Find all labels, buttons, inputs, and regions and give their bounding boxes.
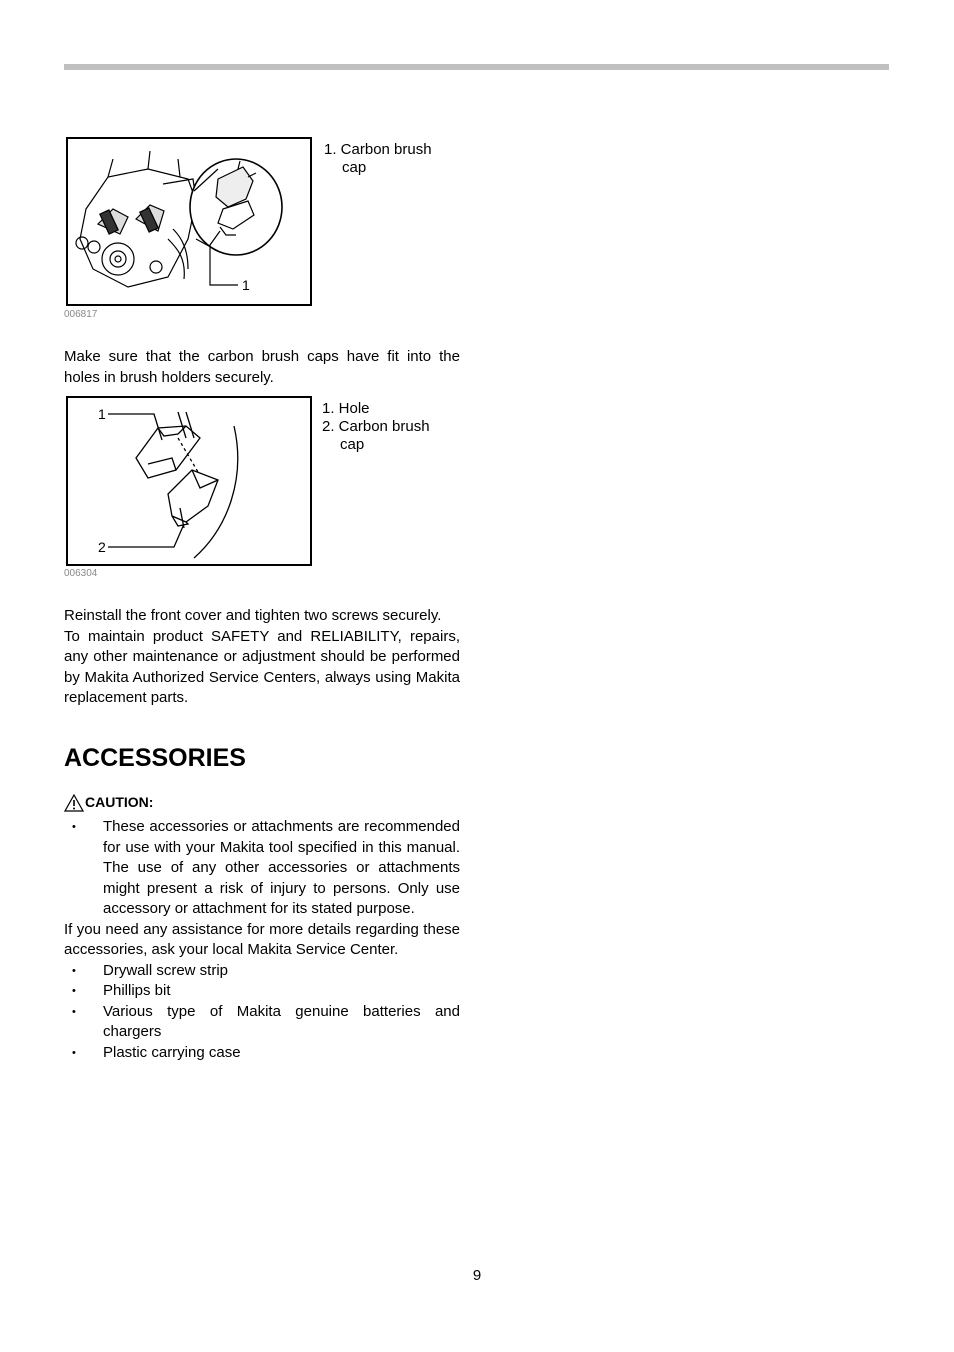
legend-item: 2. Carbon brush cap: [322, 418, 430, 453]
assistance-text: If you need any assistance for more details regarding these accessories, ask your local Makita Service Center.: [64, 920, 460, 958]
figure-code: 006304: [64, 568, 98, 579]
list-item: • Plastic carrying case: [64, 1043, 460, 1064]
list-item: • Drywall screw strip: [64, 961, 460, 982]
caution-label: CAUTION:: [64, 792, 153, 812]
list-item: • These accessories or attachments are recommended for use with your Makita tool specified in this manual. The use of any other accessories or attachments might present a risk of injury to persons. Only use accessory or attachment for its stated purpose.: [72, 818, 460, 917]
warning-triangle-icon: [64, 794, 84, 812]
figure-carbon-brush-cap: [66, 137, 312, 306]
caution-list: [64, 817, 460, 920]
motor-illustration: [68, 139, 310, 304]
bullet-icon: •: [72, 964, 76, 977]
figure-hole-and-cap: [66, 396, 312, 566]
bullet-icon: •: [72, 1046, 76, 1059]
figure-legend: [322, 400, 452, 454]
accessories-body: [64, 817, 460, 1063]
reinstall-text: Reinstall the front cover and tighten two screws securely.: [64, 607, 442, 624]
accessory-list: [64, 961, 460, 1064]
brush-holder-illustration: [68, 398, 310, 564]
bullet-icon: •: [72, 1005, 76, 1018]
bullet-icon: •: [72, 821, 76, 833]
page-number: 9: [472, 1267, 482, 1284]
figure-code: 006817: [64, 309, 98, 320]
header-rule: [64, 64, 889, 70]
figure-legend: [324, 141, 454, 177]
callout-1: 1: [98, 406, 106, 422]
intro-paragraph: Make sure that the carbon brush caps have fit into the holes in brush holders securely.: [64, 348, 460, 386]
callout-2: 2: [98, 539, 106, 555]
maintenance-text: To maintain product SAFETY and RELIABILITY, repairs, any other maintenance or adjustment should be performed by Makita Authorized Service Centers, always using Makita replacement parts.: [64, 627, 460, 706]
bullet-icon: •: [72, 985, 76, 997]
section-heading: ACCESSORIES: [64, 744, 246, 772]
callout-1: 1: [242, 277, 250, 293]
legend-item: 1. Hole: [322, 400, 370, 417]
reinstall-paragraph: [64, 606, 460, 709]
legend-item: 1. Carbon brush cap: [324, 141, 432, 176]
list-item: • Phillips bit: [64, 981, 460, 1002]
list-item: • Various type of Makita genuine batteries and chargers: [72, 1002, 460, 1040]
